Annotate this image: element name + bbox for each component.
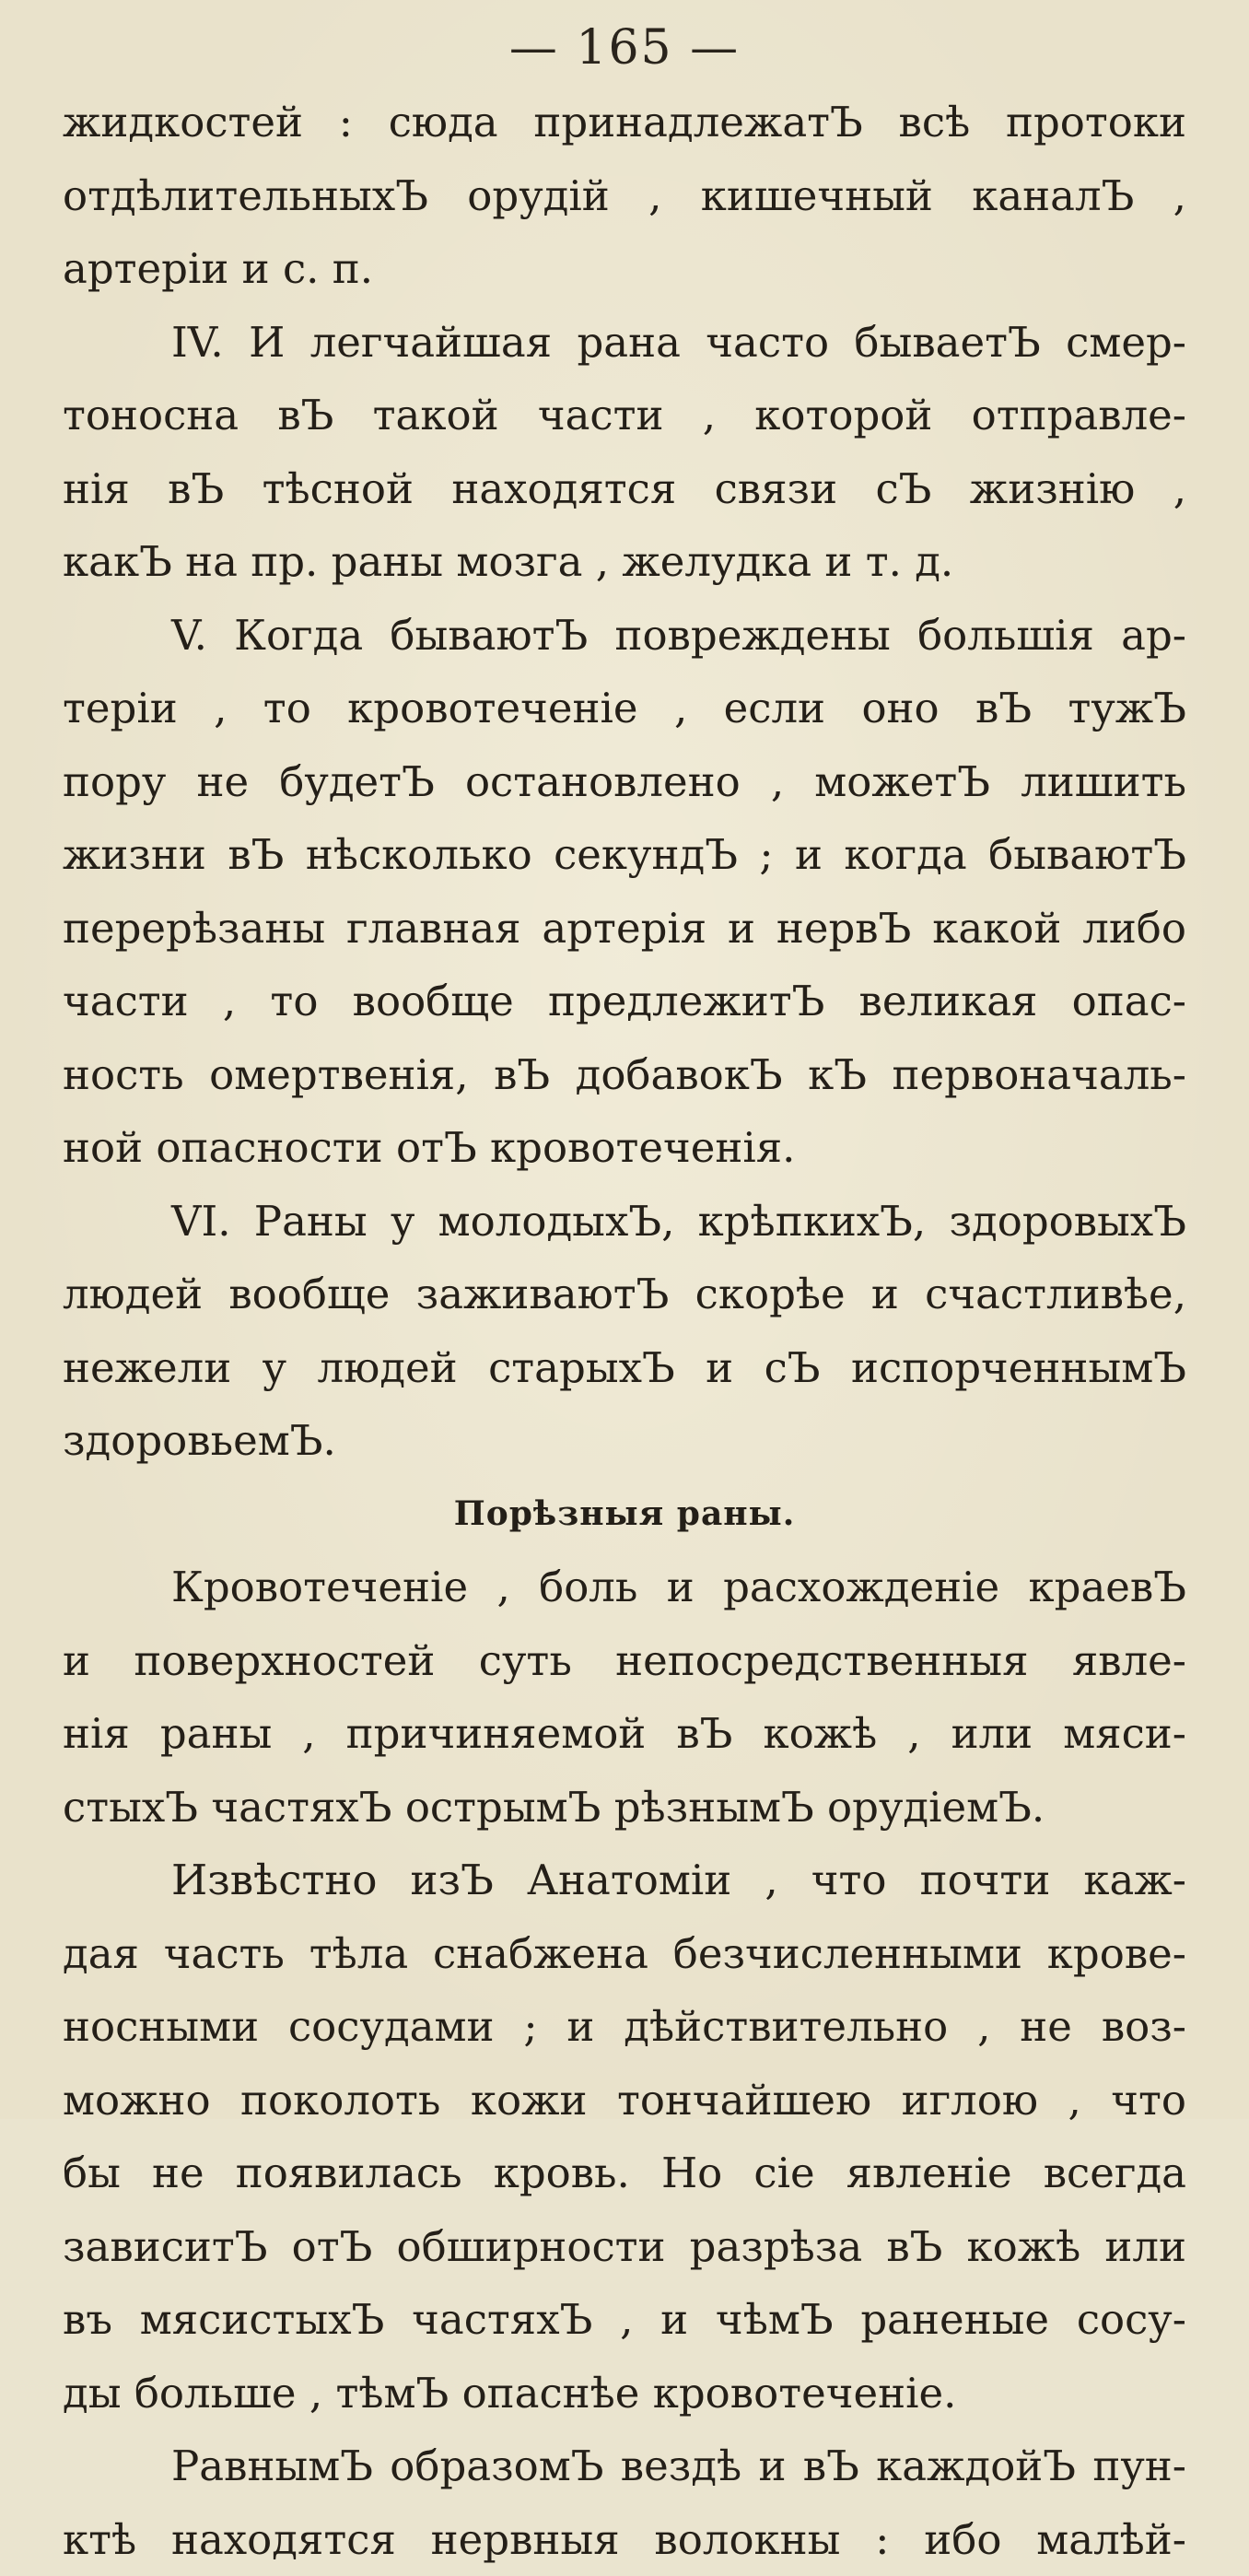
text-line: РавнымЪ образомЪ вездѣ и вЪ каждойЪ пун- (63, 2430, 1186, 2503)
text-line: VI. Раны у молодыхЪ, крѣпкихЪ, здоровыхЪ (63, 1185, 1186, 1259)
text-line: артеріи и с. п. (63, 232, 1186, 306)
text-line: перерѣзаны главная артерія и нервЪ какой либо (63, 892, 1186, 966)
text-line: тоносна вЪ такой части , которой отправле- (63, 379, 1186, 452)
text-line: нія вЪ тѣсной находятся связи сЪ жизнію , (63, 452, 1186, 526)
text-line: отдѣлительныхЪ орудій , кишечный каналЪ , (63, 159, 1186, 233)
text-line: въ мясистыхЪ частяхЪ , и чѣмЪ раненые сосу- (63, 2283, 1186, 2357)
text-line: дая часть тѣла снабжена безчисленными крове- (63, 1917, 1186, 1991)
text-line: можно поколоть кожи тончайшею иглою , что (63, 2064, 1186, 2137)
section-heading: Порѣзныя раны. (63, 1478, 1186, 1551)
text-line: части , то вообще предлежитЪ великая опас- (63, 965, 1186, 1038)
text-line: теріи , то кровотеченіе , если оно вЪ тужЪ (63, 672, 1186, 745)
text-line: IV. И легчайшая рана часто бываетЪ смер- (63, 306, 1186, 380)
text-line: Кровотеченіе , боль и расхожденіе краевЪ (63, 1551, 1186, 1624)
text-line: ктѣ находятся нервныя волокны : ибо малѣй- (63, 2503, 1186, 2576)
text-line: ды больше , тѣмЪ опаснѣе кровотеченіе. (63, 2357, 1186, 2430)
text-line: бы не появилась кровь. Но сіе явленіе всегда (63, 2137, 1186, 2210)
text-line: нежели у людей старыхЪ и сЪ испорченнымЪ (63, 1331, 1186, 1405)
text-line: какЪ на пр. раны мозга , желудка и т. д. (63, 525, 1186, 599)
text-line: пору не будетЪ остановлено , можетЪ лишить (63, 745, 1186, 819)
text-line: V. Когда бываютЪ повреждены большія ар- (63, 599, 1186, 673)
text-line: стыхЪ частяхЪ острымЪ рѣзнымЪ орудіемЪ. (63, 1771, 1186, 1844)
text-line: людей вообще заживаютЪ скорѣе и счастливѣе, (63, 1258, 1186, 1331)
text-line: жизни вЪ нѣсколько секундЪ ; и когда бываютЪ (63, 818, 1186, 892)
text-line: и поверхностей суть непосредственныя явле- (63, 1624, 1186, 1698)
text-line: зависитЪ отЪ обширности разрѣза вЪ кожѣ или (63, 2210, 1186, 2284)
text-line: ной опасности отЪ кровотеченія. (63, 1111, 1186, 1185)
page-text (63, 86, 1186, 2576)
text-line: носными сосудами ; и дѣйствительно , не воз- (63, 1990, 1186, 2064)
text-line: Извѣстно изЪ Анатоміи , что почти каж- (63, 1844, 1186, 1917)
text-line: нія раны , причиняемой вЪ кожѣ , или мяси- (63, 1697, 1186, 1771)
text-line: здоровьемЪ. (63, 1404, 1186, 1478)
text-line: ность омертвенія, вЪ добавокЪ кЪ первоначаль- (63, 1038, 1186, 1112)
text-line: жидкостей : сюда принадлежатЪ всѣ протоки (63, 86, 1186, 159)
page-number: — 165 — (0, 20, 1249, 76)
